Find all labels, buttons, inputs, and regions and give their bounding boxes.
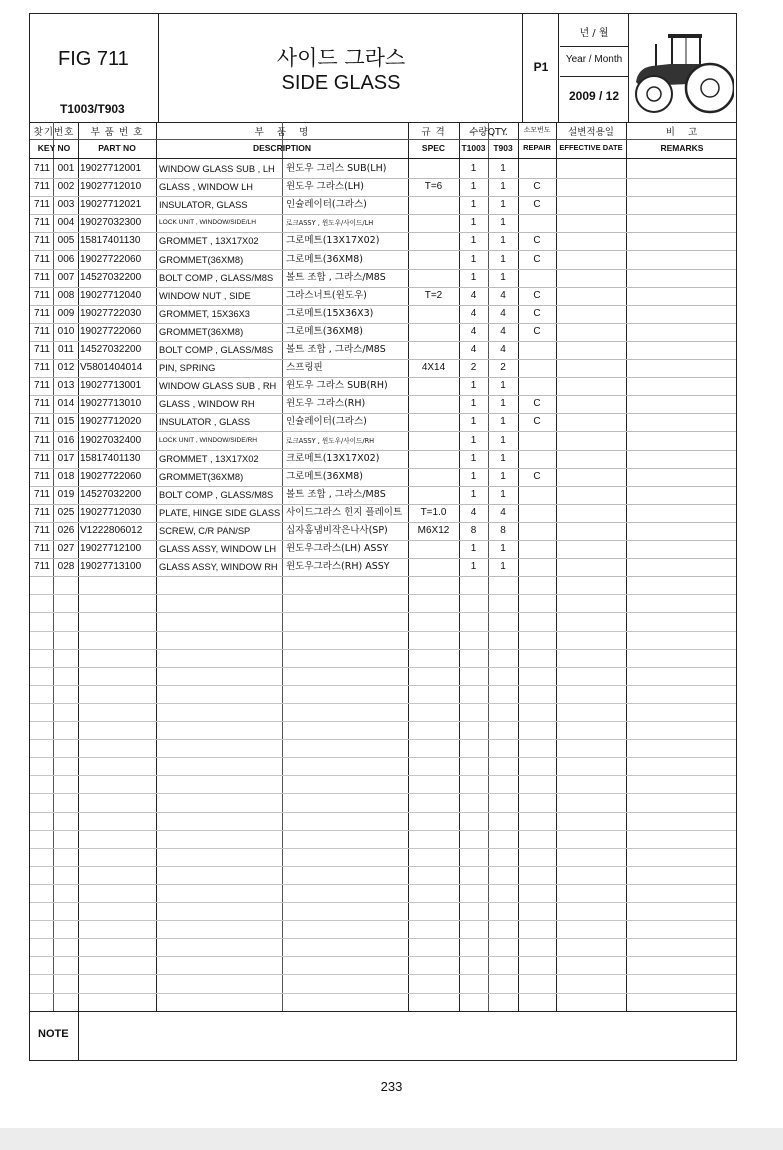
cell-repair [518, 432, 556, 450]
col-part-ko: 부 품 번 호 [90, 127, 144, 138]
cell-spec [408, 450, 459, 468]
column-headers [30, 122, 736, 159]
cell-desc-en: WINDOW NUT , SIDE [159, 290, 251, 301]
cell-fig: 711 [34, 344, 50, 355]
cell-q2: 1 [500, 199, 506, 211]
cell-q1: 1 [470, 488, 477, 500]
cell-desc-ko: 사이드그라스 힌지 플레이트 [286, 506, 403, 518]
col-spec: SPEC [421, 143, 446, 153]
cell-repair: C [533, 416, 541, 428]
cell-spec [408, 540, 459, 558]
cell-key: 016 [57, 434, 75, 446]
cell-repair: C [533, 307, 541, 319]
cell-desc-en: GLASS ASSY, WINDOW RH [159, 562, 278, 573]
cell-key: 012 [57, 362, 75, 374]
parts-sheet [29, 13, 737, 1061]
cell-desc-ko: 인슐레이터(그라스) [286, 416, 367, 428]
tractor-icon [630, 22, 734, 118]
cell-repair: C [533, 199, 541, 211]
cell-spec: T=6 [424, 181, 443, 193]
empty-row [30, 576, 736, 595]
cell-fig: 711 [34, 271, 50, 283]
empty-row [30, 649, 736, 668]
cell-repair [518, 522, 556, 540]
table-row [30, 341, 736, 360]
cell-repair [518, 450, 556, 468]
cell-desc-en: INSULATOR , GLASS [159, 417, 251, 428]
cell-fig: 711 [34, 362, 50, 374]
cell-key: 028 [57, 561, 75, 573]
cell-desc-ko: 그로메트(13X17X02) [286, 235, 380, 247]
cell-q1: 1 [470, 181, 477, 193]
cell-q2: 1 [500, 416, 506, 428]
cell-key: 005 [57, 235, 75, 247]
empty-row [30, 812, 736, 831]
cell-key: 007 [57, 271, 75, 283]
page-id: P1 [533, 60, 549, 74]
cell-fig: 711 [34, 199, 50, 211]
cell-q1: 1 [470, 217, 477, 229]
table-row [30, 558, 736, 577]
cell-q2: 1 [500, 235, 506, 247]
model-label: T1003/T903 [60, 102, 125, 116]
cell-key: 011 [58, 344, 74, 355]
cell-key: 015 [57, 416, 75, 428]
cell-desc-ko: 스프링핀 [286, 362, 323, 374]
cell-key: 001 [57, 163, 75, 174]
cell-spec [408, 432, 459, 450]
cell-desc-en: BOLT COMP , GLASS/M8S [159, 345, 274, 355]
cell-repair [518, 359, 556, 377]
table-row [30, 232, 736, 251]
cell-fig: 711 [34, 416, 50, 428]
cell-spec [408, 377, 459, 395]
col-eff-ko: 설변적용일 [568, 127, 614, 138]
cell-desc-en: BOLT COMP , GLASS/M8S [159, 272, 274, 283]
cell-spec [408, 196, 459, 214]
cell-part: 19027712001 [80, 163, 142, 174]
col-remarks-ko: 비 고 [665, 127, 699, 138]
table-row [30, 468, 736, 487]
figure-number: FIG 711 [58, 48, 129, 70]
cell-desc-ko: 그로메트(36XM8) [286, 470, 363, 482]
table-row [30, 377, 736, 396]
cell-spec [408, 341, 459, 359]
empty-row [30, 594, 736, 613]
cell-desc-ko: 십자홈냄비작은나사(SP) [286, 525, 388, 536]
empty-row [30, 775, 736, 794]
cell-repair [518, 377, 556, 395]
cell-desc-en: LOCK UNIT , WINDOW/SIDE/LH [159, 219, 256, 227]
cell-q1: 1 [470, 235, 477, 247]
cell-q2: 1 [500, 488, 506, 500]
col-desc-ko: 부 품 명 [254, 127, 310, 138]
table-row [30, 432, 736, 451]
page-title: SIDE GLASS [281, 72, 401, 94]
cell-q1: 4 [470, 325, 477, 337]
table-row [30, 196, 736, 215]
cell-desc-ko: 볼트 조합 , 그라스/M8S [286, 344, 386, 355]
cell-fig: 711 [34, 235, 50, 247]
cell-spec: T=1.0 [420, 506, 447, 518]
cell-fig: 711 [34, 525, 50, 536]
cell-part: V5801404014 [80, 362, 143, 374]
col-qty-t1003: T1003 [461, 143, 486, 153]
table-row [30, 287, 736, 306]
cell-key: 027 [57, 543, 75, 555]
empty-row [30, 830, 736, 849]
col-qty-ko: 수량QTY. [469, 127, 508, 138]
cell-spec: M6X12 [417, 525, 450, 536]
cell-desc-ko: 그로메트(36XM8) [286, 325, 363, 337]
table-row [30, 178, 736, 197]
cell-q1: 1 [470, 271, 477, 283]
cell-part: 19027712040 [80, 289, 142, 301]
cell-q2: 1 [500, 271, 506, 283]
cell-part: 19027713001 [80, 380, 142, 392]
col-part-no: PART NO [98, 143, 136, 153]
cell-key: 014 [57, 398, 75, 410]
cell-q2: 4 [500, 289, 506, 301]
cell-spec [408, 305, 459, 323]
col-spec-ko: 규 격 [421, 127, 446, 138]
cell-desc-ko: 윈도우 그라스(RH) [286, 398, 366, 410]
cell-q2: 1 [500, 217, 506, 229]
cell-repair: C [533, 398, 541, 410]
table-row [30, 323, 736, 342]
cell-q1: 1 [470, 543, 477, 555]
cell-fig: 711 [34, 470, 50, 482]
cell-part: 19027722060 [80, 325, 142, 337]
empty-row [30, 721, 736, 740]
cell-spec [408, 468, 459, 486]
empty-row [30, 884, 736, 903]
cell-q2: 8 [500, 525, 506, 536]
cell-part: 19027722060 [80, 253, 142, 265]
cell-desc-en: LOCK UNIT , WINDOW/SIDE/RH [159, 436, 258, 444]
cell-key: 009 [57, 307, 75, 319]
cell-repair [518, 540, 556, 558]
cell-part: 19027032300 [80, 217, 142, 229]
empty-row [30, 956, 736, 975]
cell-key: 008 [57, 289, 75, 301]
empty-row [30, 703, 736, 722]
table-row [30, 504, 736, 523]
cell-q1: 1 [470, 434, 477, 446]
cell-desc-en: PLATE, HINGE SIDE GLASS [159, 507, 281, 518]
cell-q1: 1 [470, 199, 477, 211]
empty-row [30, 631, 736, 650]
cell-repair [518, 269, 556, 287]
cell-desc-ko: 윈도우 그라스 SUB(RH) [286, 380, 388, 392]
cell-desc-en: GLASS , WINDOW RH [159, 399, 255, 410]
note-box [30, 1011, 736, 1061]
cell-part: 19027722030 [80, 307, 142, 319]
cell-part: 15817401130 [80, 235, 141, 247]
cell-fig: 711 [34, 163, 50, 174]
cell-key: 003 [57, 199, 75, 211]
cell-spec [408, 269, 459, 287]
cell-q1: 1 [470, 452, 477, 464]
cell-q1: 4 [470, 289, 477, 301]
cell-q2: 1 [500, 398, 506, 410]
cell-fig: 711 [34, 307, 50, 319]
issue-date: 2009 / 12 [568, 89, 620, 103]
table-row [30, 214, 736, 233]
cell-fig: 711 [34, 181, 50, 193]
cell-q1: 4 [470, 307, 477, 319]
cell-part: 14527032200 [80, 344, 142, 355]
cell-desc-ko: 크로메트(13X17X02) [286, 452, 380, 464]
empty-row [30, 757, 736, 776]
empty-row [30, 739, 736, 758]
cell-fig: 711 [34, 452, 50, 464]
cell-repair: C [533, 253, 541, 265]
cell-desc-en: WINDOW GLASS SUB , LH [159, 164, 275, 174]
cell-part: 15817401130 [80, 452, 141, 464]
empty-row [30, 667, 736, 686]
cell-key: 006 [57, 253, 75, 265]
cell-desc-en: GROMMET(36XM8) [159, 471, 244, 482]
cell-q2: 4 [500, 307, 506, 319]
cell-key: 018 [57, 470, 75, 482]
cell-desc-ko: 그로메트(15X36X3) [286, 307, 374, 319]
cell-part: 19027712021 [80, 199, 142, 211]
col-key-no: KEY NO [37, 143, 71, 153]
cell-desc-en: GROMMET(36XM8) [159, 326, 244, 337]
cell-fig: 711 [34, 488, 50, 500]
empty-row [30, 866, 736, 885]
cell-q1: 4 [470, 344, 477, 355]
cell-fig: 711 [34, 434, 50, 446]
cell-spec [408, 395, 459, 413]
cell-repair [518, 558, 556, 576]
cell-repair: C [533, 181, 541, 193]
cell-fig: 711 [34, 217, 50, 229]
col-repair: REPAIR [523, 143, 551, 152]
cell-desc-en: GROMMET , 13X17X02 [159, 236, 259, 247]
cell-q1: 1 [470, 470, 477, 482]
cell-key: 004 [57, 217, 75, 229]
cell-desc-en: GROMMET , 13X17X02 [159, 453, 259, 464]
cell-spec [408, 558, 459, 576]
empty-row [30, 794, 736, 813]
cell-spec [408, 160, 459, 178]
cell-fig: 711 [34, 398, 50, 410]
cell-key: 017 [57, 452, 75, 464]
empty-row [30, 848, 736, 867]
note-label: NOTE [38, 1028, 69, 1040]
col-key-ko: 찾기번호 [33, 127, 75, 138]
cell-fig: 711 [34, 506, 50, 518]
cell-desc-ko: 인슐레이터(그라스) [286, 199, 367, 211]
col-effective-date: EFFECTIVE DATE [559, 143, 623, 152]
table-row [30, 359, 736, 378]
empty-row [30, 613, 736, 632]
cell-spec [408, 251, 459, 269]
empty-row [30, 938, 736, 957]
cell-repair: C [533, 289, 541, 301]
cell-q1: 1 [470, 561, 477, 573]
cell-desc-ko: 윈도우 그라스(LH) [286, 181, 364, 193]
cell-desc-ko: 로크ASSY , 윈도우/사이드/LH [286, 219, 374, 228]
cell-spec [408, 232, 459, 250]
cell-key: 010 [57, 325, 75, 337]
cell-part: 14527032200 [80, 271, 142, 283]
cell-part: 19027712020 [80, 416, 142, 428]
col-qty-t903: T903 [493, 143, 513, 153]
cell-part: 19027032400 [80, 434, 142, 446]
empty-row [30, 902, 736, 921]
cell-q2: 1 [500, 181, 506, 193]
cell-q2: 1 [500, 253, 506, 265]
table-row [30, 413, 736, 432]
cell-desc-ko: 볼트 조합 , 그라스/M8S [286, 488, 386, 500]
cell-desc-en: PIN, SPRING [159, 363, 216, 374]
cell-fig: 711 [34, 253, 50, 265]
cell-q2: 1 [500, 452, 506, 464]
cell-repair [518, 486, 556, 504]
cell-repair [518, 160, 556, 178]
year-month-korean: 년 / 월 [579, 28, 609, 39]
cell-spec: T=2 [424, 289, 443, 301]
empty-row [30, 685, 736, 704]
cell-part: 19027712030 [80, 506, 142, 518]
cell-q2: 4 [500, 506, 506, 518]
cell-repair [518, 341, 556, 359]
cell-part: 19027713010 [80, 398, 142, 410]
cell-part: 19027722060 [80, 470, 142, 482]
cell-key: 013 [57, 380, 75, 392]
cell-desc-ko: 그로메트(36XM8) [286, 253, 363, 265]
cell-q2: 1 [500, 434, 506, 446]
cell-key: 019 [57, 488, 75, 500]
title-korean: 사이드 그라스 [276, 46, 406, 70]
cell-fig: 711 [34, 325, 50, 337]
cell-q1: 1 [470, 398, 477, 410]
table-row [30, 522, 736, 541]
cell-desc-ko: 윈도우 그리스 SUB(LH) [286, 163, 387, 174]
table-row [30, 305, 736, 324]
cell-desc-en: WINDOW GLASS SUB , RH [159, 381, 277, 392]
table-row [30, 540, 736, 559]
cell-q2: 1 [500, 561, 506, 573]
cell-repair: C [533, 235, 541, 247]
cell-desc-en: BOLT COMP , GLASS/M8S [159, 489, 274, 500]
cell-q2: 1 [500, 470, 506, 482]
cell-fig: 711 [34, 289, 50, 301]
cell-spec [408, 486, 459, 504]
table-row [30, 251, 736, 270]
cell-q1: 2 [470, 362, 477, 374]
cell-q1: 1 [470, 380, 477, 392]
cell-key: 026 [57, 525, 75, 536]
cell-spec [408, 214, 459, 232]
cell-fig: 711 [34, 561, 50, 573]
cell-repair [518, 504, 556, 522]
table-row [30, 269, 736, 288]
cell-q2: 4 [500, 325, 506, 337]
cell-desc-en: GROMMET(36XM8) [159, 254, 244, 265]
cell-repair: C [533, 470, 541, 482]
cell-q2: 1 [500, 543, 506, 555]
table-row [30, 160, 736, 179]
cell-repair [518, 214, 556, 232]
year-month-label: Year / Month [565, 54, 623, 65]
scan-edge [0, 1128, 783, 1150]
cell-q1: 8 [470, 525, 477, 536]
cell-desc-en: GLASS ASSY, WINDOW LH [159, 544, 277, 555]
cell-fig: 711 [34, 543, 50, 555]
cell-desc-ko: 로크ASSY , 윈도우/사이드/RH [286, 436, 375, 445]
empty-row [30, 975, 736, 994]
cell-desc-ko: 볼트 조합 , 그라스/M8S [286, 271, 386, 283]
cell-q1: 4 [470, 506, 477, 518]
cell-fig: 711 [34, 380, 50, 392]
col-description: DESCRIPTION [252, 143, 312, 153]
cell-part: 19027713100 [80, 561, 142, 573]
cell-spec [408, 323, 459, 341]
cell-desc-en: GLASS , WINDOW LH [159, 182, 254, 193]
cell-q2: 1 [500, 163, 506, 174]
cell-desc-ko: 그라스너트(윈도우) [286, 289, 367, 301]
cell-part: 19027712010 [80, 181, 142, 193]
parts-table [30, 122, 736, 1011]
col-repair-ko: 소모번도 [523, 126, 551, 134]
table-row [30, 486, 736, 505]
table-row [30, 450, 736, 469]
cell-q1: 1 [470, 163, 477, 174]
cell-desc-ko: 윈도우그라스(LH) ASSY [286, 543, 389, 555]
cell-q2: 1 [500, 380, 506, 392]
empty-row [30, 920, 736, 939]
cell-desc-en: INSULATOR, GLASS [159, 200, 248, 211]
cell-desc-en: SCREW, C/R PAN/SP [159, 526, 251, 536]
cell-part: V1222806012 [80, 525, 143, 536]
cell-desc-en: GROMMET, 15X36X3 [159, 308, 250, 319]
table-row [30, 395, 736, 414]
cell-desc-ko: 윈도우그라스(RH) ASSY [286, 561, 390, 573]
col-remarks: REMARKS [660, 143, 704, 153]
cell-q2: 4 [500, 344, 506, 355]
cell-spec [408, 413, 459, 431]
cell-key: 002 [57, 181, 75, 193]
cell-part: 14527032200 [80, 488, 142, 500]
cell-q1: 1 [470, 253, 477, 265]
cell-key: 025 [57, 506, 75, 518]
page-number: 233 [380, 1079, 403, 1094]
cell-part: 19027712100 [80, 543, 142, 555]
sheet-header [30, 14, 736, 123]
cell-q2: 2 [500, 362, 506, 374]
cell-spec: 4X14 [421, 362, 446, 374]
cell-repair: C [533, 325, 541, 337]
cell-q1: 1 [470, 416, 477, 428]
